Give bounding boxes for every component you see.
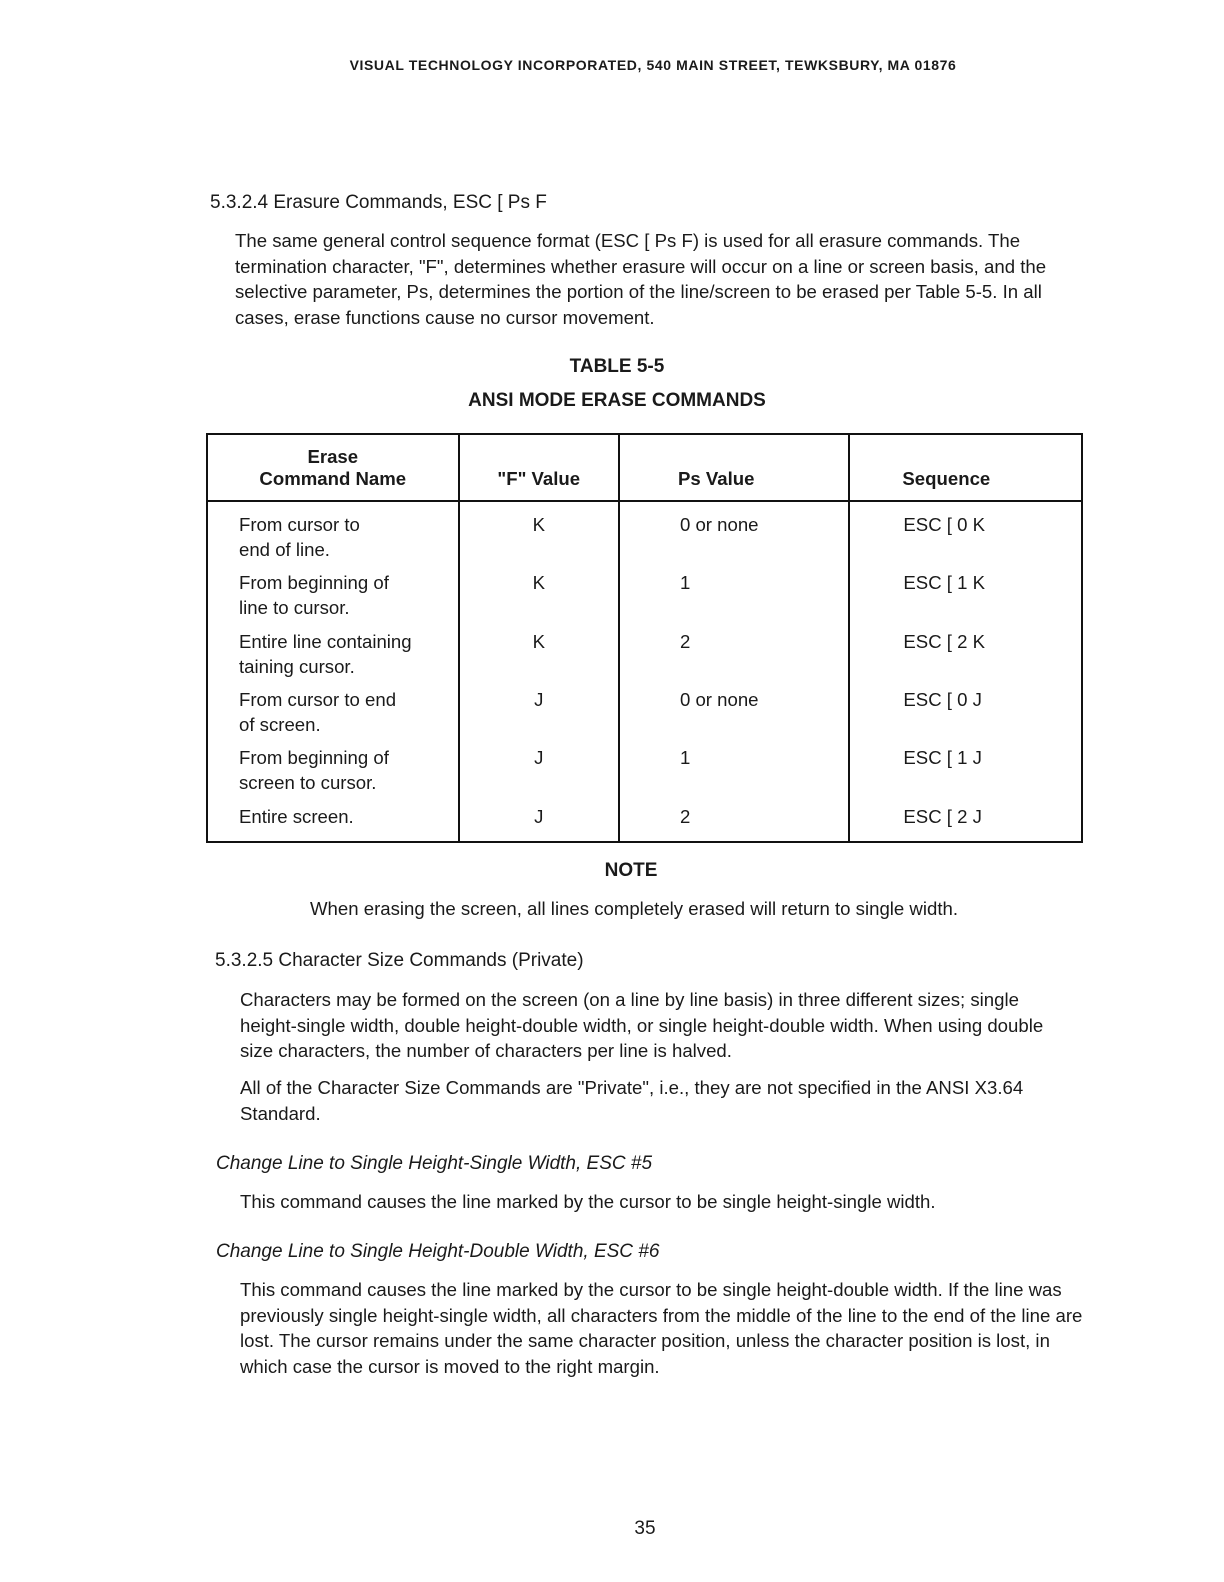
table-row <box>207 621 1082 679</box>
row-sequence: ESC [ 1 J <box>849 737 1082 795</box>
name-line2: taining cursor. <box>239 655 355 677</box>
header-command-name <box>207 434 459 501</box>
row-command-name <box>207 796 459 842</box>
row-f-value: J <box>459 796 619 842</box>
table-row <box>207 737 1082 795</box>
header-ps-value: Ps Value <box>619 434 849 501</box>
row-command-name <box>207 501 459 562</box>
row-sequence: ESC [ 0 J <box>849 679 1082 737</box>
esc6-text: This command causes the line marked by the cursor to be single height-double width. If the line was previously single height-single width, all characters from the middle of the line to the end of the line are lost. The cursor remains under the same character position, unless the character position is lost, in which case the cursor is moved to the right margin. <box>240 1279 1083 1377</box>
row-ps-value: 0 or none <box>619 501 849 562</box>
row-ps-value: 1 <box>619 737 849 795</box>
table-row <box>207 562 1082 620</box>
name-line1: From cursor to <box>239 514 360 535</box>
row-sequence: ESC [ 0 K <box>849 501 1082 562</box>
letterhead: VISUAL TECHNOLOGY INCORPORATED, 540 MAIN STREET, TEWKSBURY, MA 01876 <box>349 57 957 73</box>
row-ps-value: 1 <box>619 562 849 620</box>
name-line2: end of line. <box>239 539 330 560</box>
section-5325-paragraph-2: All of the Character Size Commands are "Private", i.e., they are not specified in the ANSI X3.64 Standard. <box>240 1077 1024 1124</box>
esc5-heading: Change Line to Single Height-Single Width, ESC #5 <box>216 1153 653 1174</box>
row-command-name <box>207 562 459 620</box>
row-f-value: K <box>459 562 619 620</box>
section-5324-heading: 5.3.2.4 Erasure Commands, ESC [ Ps F <box>210 192 547 213</box>
row-sequence: ESC [ 2 J <box>849 796 1082 842</box>
name-line1: From beginning of <box>239 572 389 594</box>
esc6-heading: Change Line to Single Height-Double Width, ESC #6 <box>216 1241 660 1262</box>
row-f-value: J <box>459 679 619 737</box>
name-line2: of screen. <box>239 714 321 736</box>
table-row <box>207 679 1082 737</box>
note-text: When erasing the screen, all lines completely erased will return to single width. <box>310 898 958 919</box>
row-sequence: ESC [ 1 K <box>849 562 1082 620</box>
row-command-name <box>207 621 459 679</box>
name-line1: From beginning of <box>239 747 389 769</box>
row-ps-value: 2 <box>619 621 849 679</box>
header-f-value: "F" Value <box>459 434 619 501</box>
name-line1: Entire line containing <box>239 630 412 652</box>
name-line1: Entire screen. <box>239 805 354 827</box>
page-number: 35 <box>634 1518 656 1539</box>
table-row <box>207 501 1082 562</box>
table-title: TABLE 5-5 <box>569 356 665 377</box>
name-line2: line to cursor. <box>239 597 350 619</box>
esc5-text: This command causes the line marked by the cursor to be single height-single width. <box>240 1191 936 1212</box>
name-line2: screen to cursor. <box>239 772 377 794</box>
name-line1: From cursor to end <box>239 689 397 711</box>
row-ps-value: 2 <box>619 796 849 842</box>
erase-commands-table <box>206 433 1083 843</box>
row-command-name <box>207 737 459 795</box>
row-f-value: K <box>459 621 619 679</box>
row-command-name <box>207 679 459 737</box>
header-name-line2: Command Name <box>259 468 407 489</box>
section-5325-heading: 5.3.2.5 Character Size Commands (Private) <box>215 950 584 971</box>
table-header-row <box>207 434 1082 501</box>
header-sequence: Sequence <box>849 434 1082 501</box>
note-title: NOTE <box>604 860 658 881</box>
section-5325-paragraph-1: Characters may be formed on the screen (on a line by line basis) in three different sizes; single height-single width, double height-double width, or single height-double width. When using double size characters, the number of characters per line is halved. <box>240 989 1044 1061</box>
row-ps-value: 0 or none <box>619 679 849 737</box>
header-name-line1: Erase <box>307 446 359 467</box>
row-f-value: K <box>459 501 619 562</box>
table-subtitle: ANSI MODE ERASE COMMANDS <box>468 390 766 411</box>
table-row <box>207 796 1082 842</box>
section-5324-paragraph: The same general control sequence format (ESC [ Ps F) is used for all erasure commands. The termination character, "F", determines whether erasure will occur on a line or screen basis, and the selective parameter, Ps, determines the portion of the line/screen to be erased per Table 5-5. In all cases, erase functions cause no cursor movement. <box>235 230 1047 328</box>
row-f-value: J <box>459 737 619 795</box>
row-sequence: ESC [ 2 K <box>849 621 1082 679</box>
